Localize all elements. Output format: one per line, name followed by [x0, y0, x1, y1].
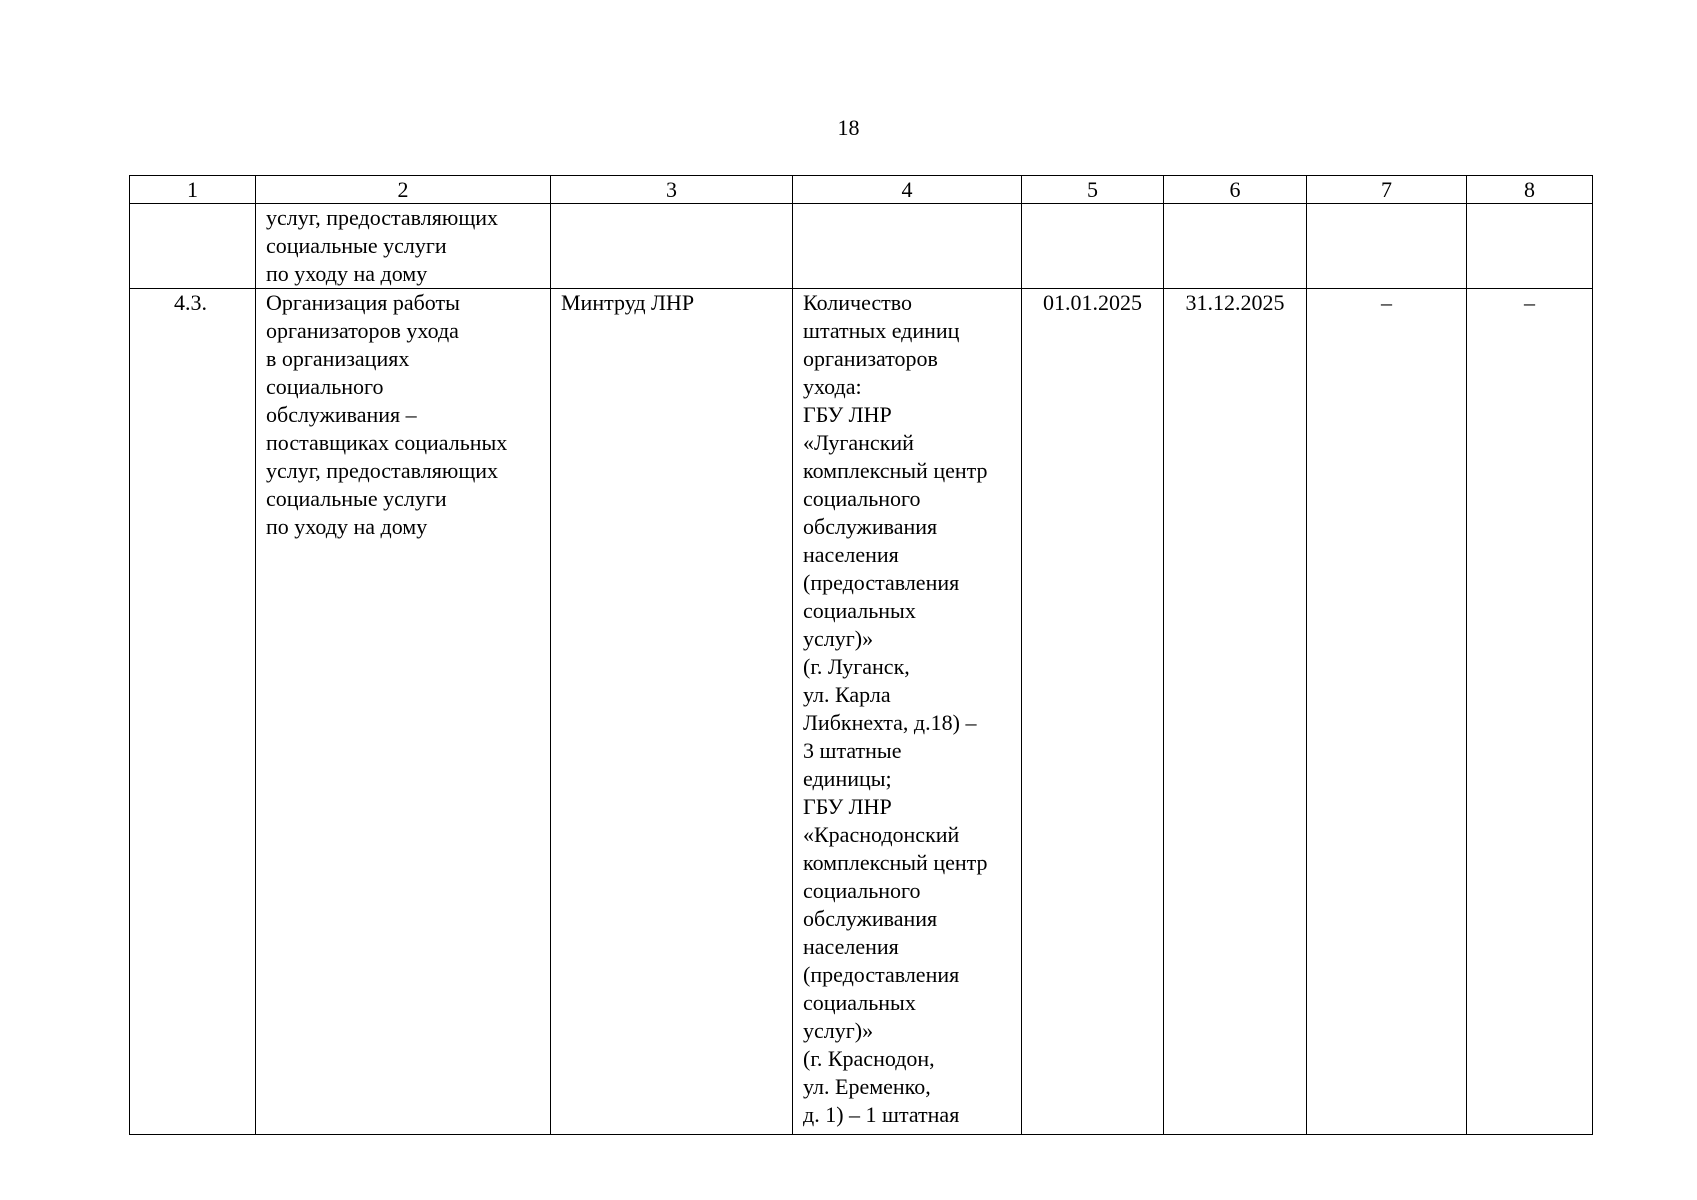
header-cell: 4: [793, 176, 1022, 204]
table-cell: [130, 204, 256, 289]
table-cell: [793, 204, 1022, 289]
table-cell: [130, 289, 256, 1135]
table-cell: [1164, 204, 1307, 289]
table-row: [130, 204, 1593, 289]
header-cell: 7: [1307, 176, 1467, 204]
table-cell: [1022, 289, 1164, 1135]
table-cell: [1307, 289, 1467, 1135]
header-row: [130, 176, 1593, 204]
page-number: 18: [837, 115, 860, 140]
table-cell: [551, 204, 793, 289]
executor: Минтруд ЛНР: [561, 290, 695, 315]
header-cell: 6: [1164, 176, 1307, 204]
header-cell: 8: [1467, 176, 1593, 204]
header-cell: 5: [1022, 176, 1164, 204]
header-cell: 3: [551, 176, 793, 204]
table-cell: [256, 204, 551, 289]
col7-value: –: [1381, 290, 1392, 315]
table-cell: [793, 289, 1022, 1135]
table-cell: [1164, 289, 1307, 1135]
table-cell: [551, 289, 793, 1135]
col8-value: –: [1524, 290, 1535, 315]
table-row: [130, 289, 1593, 1135]
activity-title: Организация работы организаторов ухода в организациях социального обслуживания – поставщиках социальных услуг, предоставляющих социальные услуги по уходу на дому: [266, 290, 508, 539]
header-cell: 2: [256, 176, 551, 204]
continued-title: услуг, предоставляющих социальные услуги по уходу на дому: [266, 205, 499, 286]
table-cell: [1022, 204, 1164, 289]
table-cell: [1307, 204, 1467, 289]
plan-table: [129, 175, 1593, 1135]
table-cell: [256, 289, 551, 1135]
row-number: 4.3.: [174, 290, 207, 315]
start-date: 01.01.2025: [1043, 290, 1142, 315]
indicator: Количество штатных единиц организаторов ухода: ГБУ ЛНР «Луганский комплексный центр социального обслуживания населения (предоставления социальных услуг)» (г. Луганск, ул. Карла Либкнехта, д.18) – 3 штатные единицы; ГБУ ЛНР «Краснодонский комплексный центр социального обслуживания населения (предоставления социальных услуг)» (г. Краснодон, ул. Еременко, д. 1) – 1 штатная: [803, 290, 988, 1127]
table-cell: [1467, 289, 1593, 1135]
header-cell: 1: [130, 176, 256, 204]
table-cell: [1467, 204, 1593, 289]
end-date: 31.12.2025: [1185, 290, 1285, 315]
